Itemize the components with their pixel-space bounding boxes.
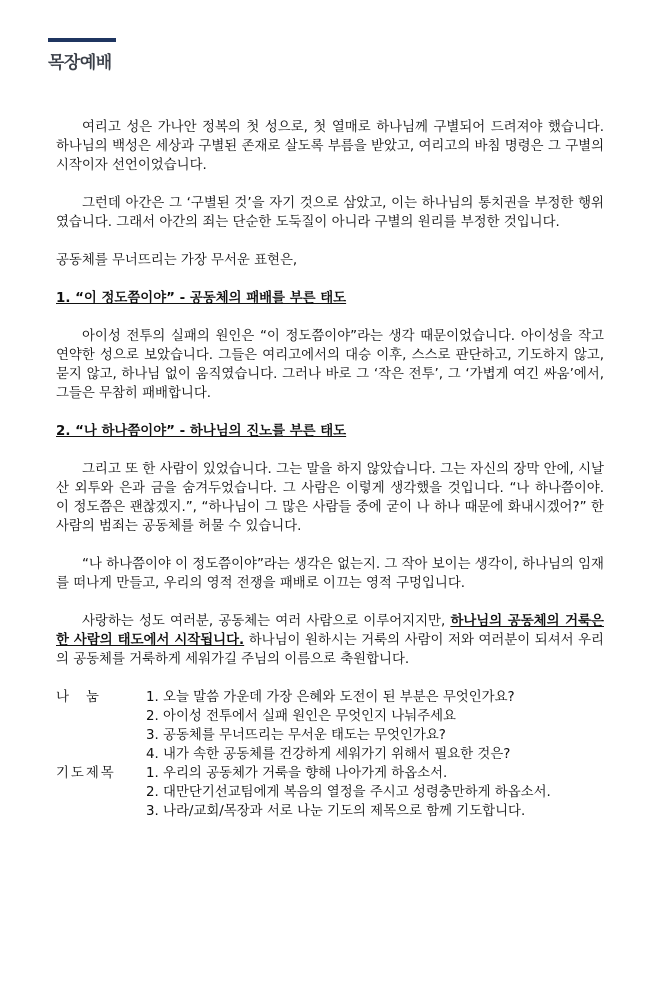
sharing-item: 2. 아이성 전투에서 실패 원인은 무엇인지 나눠주세요: [146, 709, 456, 724]
prayer-item: 1. 우리의 공동체가 거룩을 향해 나아가게 하옵소서.: [146, 766, 448, 781]
paragraph-7-tail: 하나님이 원하시는 거룩의 사람이 저와 여러분이 되셔서 우리의 공동체를 거룩하게 세워가길 주님의 이름으로 축원합니다.: [56, 633, 604, 667]
paragraph-3: 공동체를 무너뜨리는 가장 무서운 표현은,: [56, 253, 298, 268]
sharing-item: 3. 공동체를 무너뜨리는 무서운 태도는 무엇인가요?: [146, 728, 446, 743]
paragraph-6: “나 하나쯤이야 이 정도쯤이야”라는 생각은 없는지. 그 작아 보이는 생각이, 하나님의 임재를 떠나게 만들고, 우리의 영적 전쟁을 패배로 이끄는 영적 구멍입니다.: [56, 557, 604, 591]
paragraph-2: 그런데 아간은 그 ‘구별된 것’을 자기 것으로 삼았고, 이는 하나님의 통치권을 부정한 행위였습니다. 그래서 아간의 죄는 단순한 도둑질이 아니라 구별의 원리를 부정한 것입니다.: [56, 196, 604, 230]
paragraph-5: 그리고 또 한 사람이 있었습니다. 그는 말을 하지 않았습니다. 그는 자신의 장막 안에, 시날 산 외투와 은과 금을 숨겨두었습니다. 그 사람은 이렇게 생각했을 것입니다. “나 하나쯤이야. 이 정도쯤은 괜찮겠지.”, “하나님이 그 많은 사람들 중에 굳이 나 하나 때문에 화내시겠어?” 한 사람의 범죄는 공동체를 허물 수 있습니다.: [56, 462, 604, 534]
paragraph-7-emphasis: 하나님의 공동체의 거룩은 한 사람의 태도에서 시작됩니다.: [56, 614, 604, 648]
section-heading-2: 2. “나 하나쯤이야” - 하나님의 진노를 부른 태도: [56, 424, 347, 439]
prayer-section: [56, 764, 604, 821]
prayer-list: [146, 764, 604, 821]
prayer-item: 3. 나라/교회/목장과 서로 나눈 기도의 제목으로 함께 기도합니다.: [146, 804, 526, 819]
paragraph-1: 여리고 성은 가나안 정복의 첫 성으로, 첫 열매로 하나님께 구별되어 드려져야 했습니다. 하나님의 백성은 세상과 구별된 존재로 살도록 부름을 받았고, 여리고의 바침 명령은 그 구별의 시작이자 선언이었습니다.: [56, 120, 604, 173]
paragraph-7-lead: 사랑하는 성도 여러분, 공동체는 여러 사람으로 이루어지지만,: [82, 614, 451, 629]
paragraph-7: [56, 612, 604, 669]
sharing-item: 4. 내가 속한 공동체를 건강하게 세워가기 위해서 필요한 것은?: [146, 747, 511, 762]
prayer-item: 2. 대만단기선교팀에게 복음의 열정을 주시고 성령충만하게 하옵소서.: [146, 785, 551, 800]
prayer-label: 기도제목: [56, 766, 116, 781]
page-title: 목장예배: [48, 53, 112, 73]
sharing-section: [56, 688, 604, 764]
sharing-item: 1. 오늘 말씀 가운데 가장 은혜와 도전이 된 부분은 무엇인가요?: [146, 690, 515, 705]
sharing-label: 나 눔: [56, 690, 99, 705]
paragraph-4: 아이성 전투의 실패의 원인은 “이 정도쯤이야”라는 생각 때문이었습니다. 아이성을 작고 연약한 성으로 보았습니다. 그들은 여리고에서의 대승 이후, 스스로 판단하고, 기도하지 않고, 묻지 않고, 하나님 없이 움직였습니다. 그러나 바로 그 ‘작은 전투’, 그 ‘가볍게 여긴 싸움’에서, 그들은 무참히 패배합니다.: [56, 329, 604, 401]
header-accent-bar: [48, 38, 116, 42]
sermon-body: [56, 118, 604, 821]
section-heading-1: 1. “이 정도쯤이야” - 공동체의 패배를 부른 태도: [56, 291, 347, 306]
sharing-list: [146, 688, 604, 764]
